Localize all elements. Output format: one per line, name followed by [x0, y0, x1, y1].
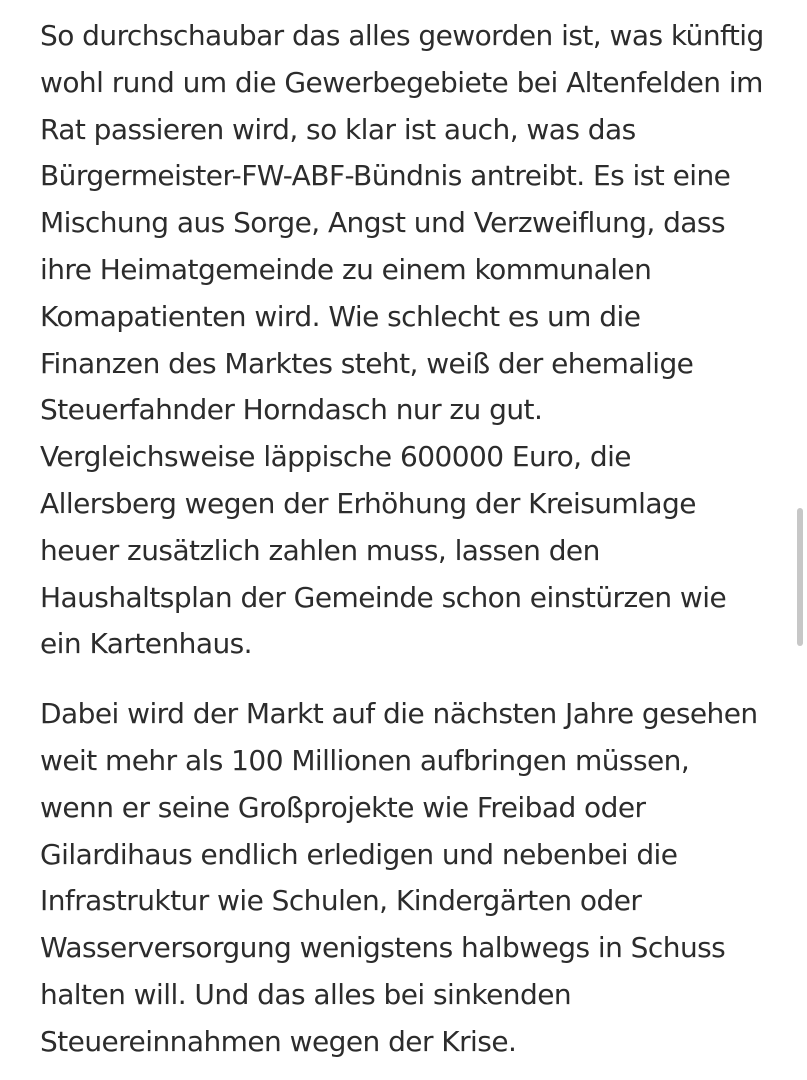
paragraph-line: ein Kartenhaus. — [40, 627, 253, 661]
paragraph-line: Haushaltsplan der Gemeinde schon einstürzen wie — [40, 580, 727, 614]
paragraph-line: wenn er seine Großprojekte wie Freibad oder — [40, 790, 646, 824]
paragraph-line: Steuereinnahmen wegen der Krise. — [40, 1024, 517, 1058]
paragraph-line: Dabei wird der Markt auf die nächsten Jahre gesehen — [40, 697, 758, 731]
paragraph-line: So durchschaubar das alles geworden ist, was künftig — [40, 19, 764, 52]
scrollbar-thumb[interactable] — [797, 508, 803, 646]
paragraph-line: ihre Heimatgemeinde zu einem kommunalen — [40, 252, 652, 286]
paragraph-line: Komapatienten wird. Wie schlecht es um die — [40, 299, 641, 333]
paragraph-line: wohl rund um die Gewerbegebiete bei Altenfelden im — [40, 65, 763, 99]
paragraph-line: heuer zusätzlich zahlen muss, lassen den — [40, 533, 600, 567]
paragraph-line: Gilardihaus endlich erledigen und nebenbei die — [40, 837, 678, 871]
paragraph-line: Allersberg wegen der Erhöhung der Kreisumlage — [40, 486, 696, 520]
paragraph-line: Wasserversorgung wenigstens halbwegs in Schuss — [40, 931, 726, 965]
paragraph-line: weit mehr als 100 Millionen aufbringen müssen, — [40, 743, 690, 777]
paragraph-line: Finanzen des Marktes steht, weiß der ehemalige — [40, 346, 694, 380]
paragraph-line: Vergleichsweise läppische 600000 Euro, die — [40, 440, 631, 474]
paragraph-line: Rat passieren wird, so klar ist auch, was das — [40, 112, 636, 146]
paragraph-line: Steuerfahnder Horndasch nur zu gut. — [40, 393, 543, 427]
paragraph-line: halten will. Und das alles bei sinkenden — [40, 977, 572, 1011]
paragraph-line: Bürgermeister-FW-ABF-Bündnis antreibt. Es ist eine — [40, 159, 731, 193]
paragraph-line: Mischung aus Sorge, Angst und Verzweiflung, dass — [40, 206, 725, 240]
paragraph-line: Infrastruktur wie Schulen, Kindergärten oder — [40, 884, 642, 918]
article-paragraph-1 — [40, 13, 780, 668]
article-paragraph-2 — [40, 691, 780, 1065]
article-body — [40, 13, 780, 1066]
